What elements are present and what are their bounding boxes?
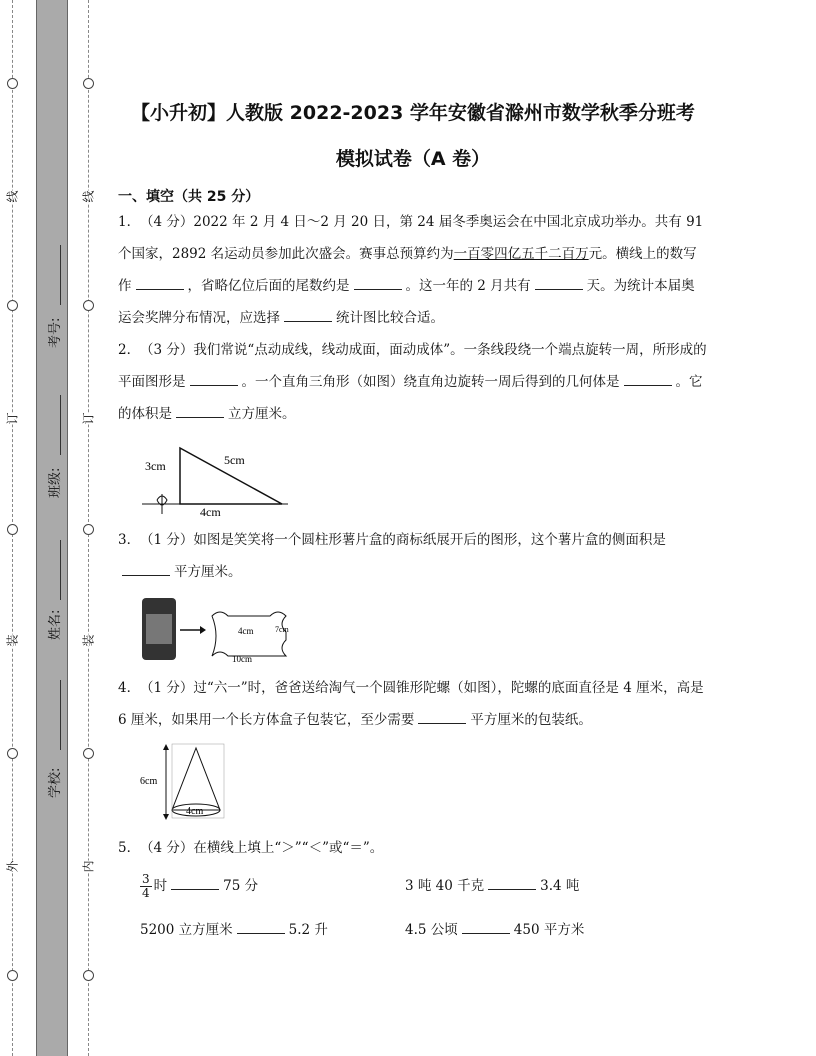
question-text: 。这一年的 2 月共有 (405, 278, 531, 294)
margin-char: 线 (5, 190, 20, 203)
compare-item: 5200 立方厘米 5.2 升 (140, 908, 405, 952)
answer-blank[interactable] (171, 875, 219, 890)
label-width-text: 10cm (232, 654, 252, 664)
triangle-hyp-label: 5cm (224, 453, 245, 467)
label-height-text: 4cm (238, 626, 254, 636)
margin-char: 线 (81, 190, 96, 203)
question-text: （1 分）过“六一”时，爸爸送给淘气一个圆锥形陀螺（如图），陀螺的底面直径是 4 厘米，高是 6 厘米，如果用一个长方体盒子包装它，至少需要 (118, 680, 704, 728)
cone-height-label: 6cm (140, 776, 158, 787)
field-exam-number-line[interactable] (60, 245, 61, 305)
question-text: ，省略亿位后面的尾数约是 (187, 278, 350, 294)
question-number: 5． (118, 840, 141, 856)
question-number: 1． (118, 214, 141, 230)
field-exam-number-label: 考号: (48, 317, 63, 348)
punch-hole (7, 748, 18, 759)
compare-item: 3 吨 40 千克 3.4 吨 (405, 864, 670, 908)
punch-hole (83, 970, 94, 981)
field-school-label: 学校: (48, 767, 63, 798)
punch-hole (83, 524, 94, 535)
field-class-line[interactable] (60, 395, 61, 455)
answer-blank[interactable] (462, 919, 510, 934)
title-line-1: 【小升初】人教版 2022-2023 学年安徽省滁州市数学秋季分班考 (131, 102, 695, 124)
exam-content (118, 90, 708, 952)
punch-hole (83, 748, 94, 759)
question-text: 平方厘米的包装纸。 (470, 712, 592, 728)
margin-char: 订 (5, 412, 20, 425)
field-name-label: 姓名: (48, 609, 63, 640)
question-text: 。一个直角三角形（如图）绕直角边旋转一周后得到的几何体是 (241, 374, 620, 390)
question-4 (118, 672, 708, 736)
cone-diameter-label: 4cm (186, 806, 204, 817)
question-text: 立方厘米。 (228, 406, 296, 422)
compare-item: 4.5 公顷 450 平方米 (405, 908, 670, 952)
answer-blank[interactable] (122, 561, 170, 576)
question-number: 3． (118, 532, 141, 548)
underlined-number: 一百零四亿五千二百万 (453, 246, 589, 262)
question-number: 4． (118, 680, 141, 696)
answer-blank[interactable] (136, 275, 184, 290)
binding-margin (0, 0, 110, 1056)
field-class-label: 班级: (48, 467, 63, 498)
compare-item: $\frac{3}{4}$ 时 75 分 (142, 872, 259, 900)
question-1 (118, 206, 708, 334)
answer-blank[interactable] (488, 875, 536, 890)
margin-char: 装 (81, 634, 96, 647)
title-line-2: 模拟试卷（A 卷） (335, 148, 491, 170)
answer-blank[interactable] (190, 371, 238, 386)
answer-blank[interactable] (284, 307, 332, 322)
punch-hole (7, 524, 18, 535)
question-2 (118, 334, 708, 430)
question-3 (118, 524, 708, 588)
field-name-line[interactable] (60, 540, 61, 600)
margin-char: 内 (81, 860, 96, 873)
question-text: （1 分）如图是笑笑将一个圆柱形薯片盒的商标纸展开后的图形，这个薯片盒的侧面积是 (140, 532, 666, 548)
binding-band (36, 0, 68, 1056)
answer-blank[interactable] (624, 371, 672, 386)
question-text: （3 分）我们常说“点动成线，线动成面，面动成体”。一条线段绕一个端点旋转一周，所形成的平面图形是 (118, 342, 707, 390)
question-number: 2． (118, 342, 141, 358)
margin-char: 装 (5, 634, 20, 647)
triangle-leg-label: 3cm (145, 459, 166, 473)
punch-hole (7, 78, 18, 89)
question-5 (118, 832, 708, 864)
answer-blank[interactable] (418, 709, 466, 724)
question-text: 。它的体积是 (118, 374, 703, 422)
chip-can-figure (140, 594, 708, 668)
answer-blank[interactable] (535, 275, 583, 290)
section-heading: 一、填空（共 25 分） (118, 189, 260, 205)
punch-hole (83, 78, 94, 89)
punch-hole (83, 300, 94, 311)
compare-grid (140, 864, 708, 952)
answer-blank[interactable] (354, 275, 402, 290)
answer-blank[interactable] (237, 919, 285, 934)
question-text: 元。横线上的数写作 (118, 246, 697, 294)
margin-char: 订 (81, 412, 96, 425)
label-slant-text: 7cm (275, 625, 289, 634)
question-text: （4 分）2022 年 2 月 4 日～2 月 20 日，第 24 届冬季奥运会在中国北京成功举办。共有 91 个国家，2892 名运动员参加此次盛会。赛事总预算约为 (118, 214, 704, 262)
question-text: 平方厘米。 (174, 564, 242, 580)
cone-figure (140, 742, 708, 828)
triangle-base-label: 4cm (200, 505, 221, 516)
punch-hole (7, 300, 18, 311)
question-text: 统计图比较合适。 (336, 310, 444, 326)
triangle-figure (140, 436, 708, 520)
fraction: $\frac{3}{4}$ (142, 872, 150, 900)
margin-char: 外 (5, 860, 20, 873)
punch-hole (7, 970, 18, 981)
question-text: （4 分）在横线上填上“＞”“＜”或“＝”。 (140, 840, 384, 856)
answer-blank[interactable] (176, 403, 224, 418)
question-text: 天。为统计本届奥运会奖牌分布情况，应选择 (118, 278, 695, 326)
field-school-line[interactable] (60, 680, 61, 750)
